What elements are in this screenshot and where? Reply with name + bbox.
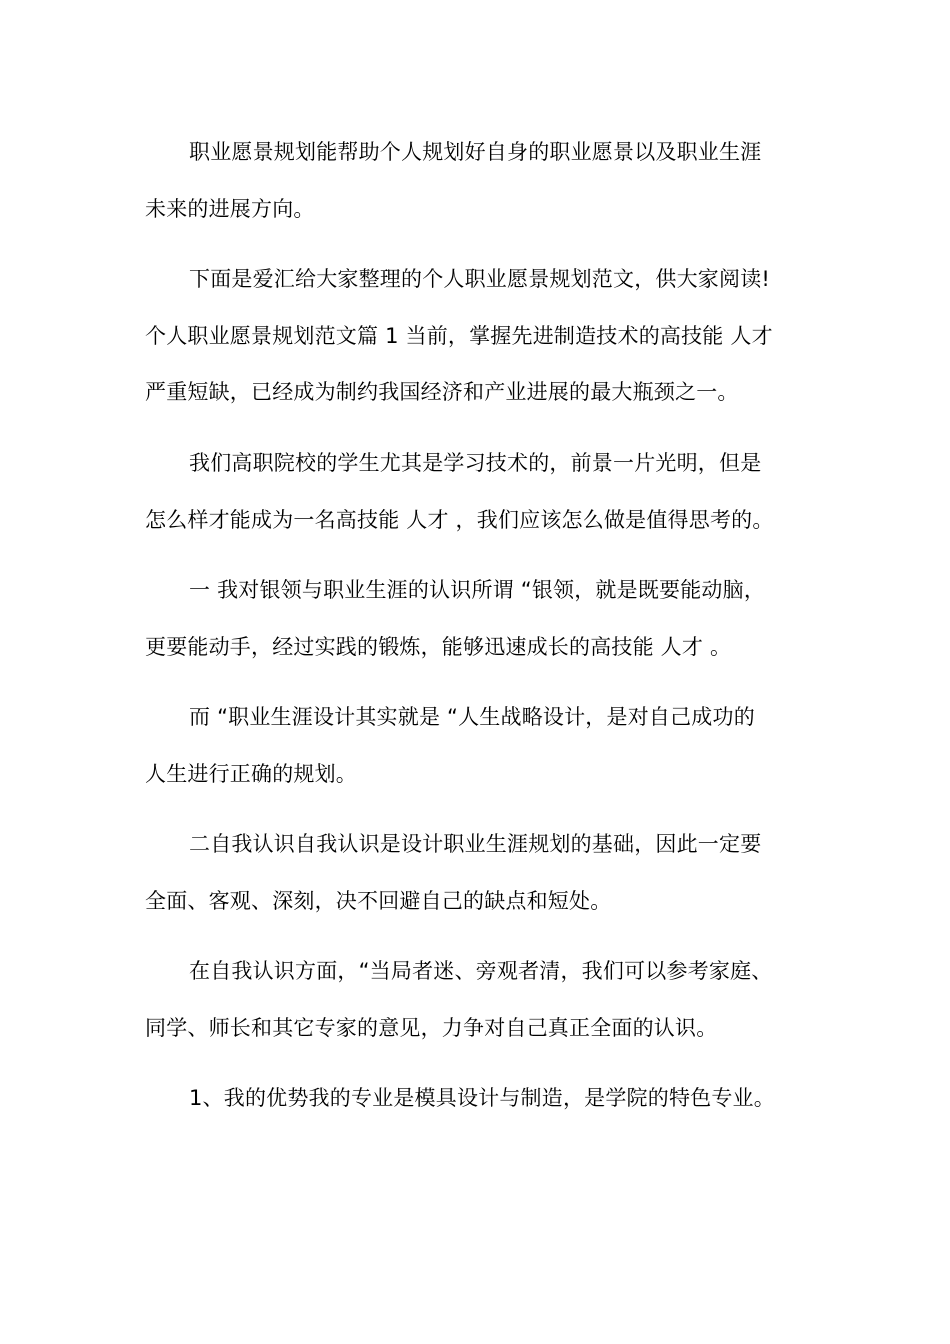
text-line: 严重短缺，已经成为制约我国经济和产业进展的最大瓶颈之一。 xyxy=(145,380,739,404)
text-line: 人生进行正确的规划。 xyxy=(145,762,357,786)
text-line: 职业愿景规划能帮助个人规划好自身的职业愿景以及职业生涯 xyxy=(189,140,762,164)
text-line: 未来的进展方向。 xyxy=(145,197,315,221)
text-line: 二自我认识自我认识是设计职业生涯规划的基础，因此一定要 xyxy=(189,832,762,856)
text-line: 我们高职院校的学生尤其是学习技术的，前景一片光明，但是 xyxy=(189,451,762,475)
text-line: 怎么样才能成为一名高技能 人才 ，我们应该怎么做是值得思考的。 xyxy=(145,508,774,532)
text-line: 在自我认识方面，“当局者迷、旁观者清，我们可以参考家庭、 xyxy=(189,959,773,983)
text-line: 个人职业愿景规划范文篇 1 当前，掌握先进制造技术的高技能 人才 xyxy=(145,324,773,348)
text-line: 同学、师长和其它专家的意见，力争对自己真正全面的认识。 xyxy=(145,1016,718,1040)
text-line: 而 “职业生涯设计其实就是 “人生战略设计，是对自己成功的 xyxy=(189,705,755,729)
text-line: 1、我的优势我的专业是模具设计与制造，是学院的特色专业。 xyxy=(189,1086,775,1110)
text-line: 下面是爱汇给大家整理的个人职业愿景规划范文，供大家阅读! xyxy=(189,267,771,291)
text-line: 更要能动手，经过实践的锻炼，能够迅速成长的高技能 人才 。 xyxy=(145,635,732,659)
text-line: 全面、客观、深刻，决不回避自己的缺点和短处。 xyxy=(145,889,612,913)
text-line: 一 我对银领与职业生涯的认识所谓 “银领，就是既要能动脑， xyxy=(189,578,766,602)
